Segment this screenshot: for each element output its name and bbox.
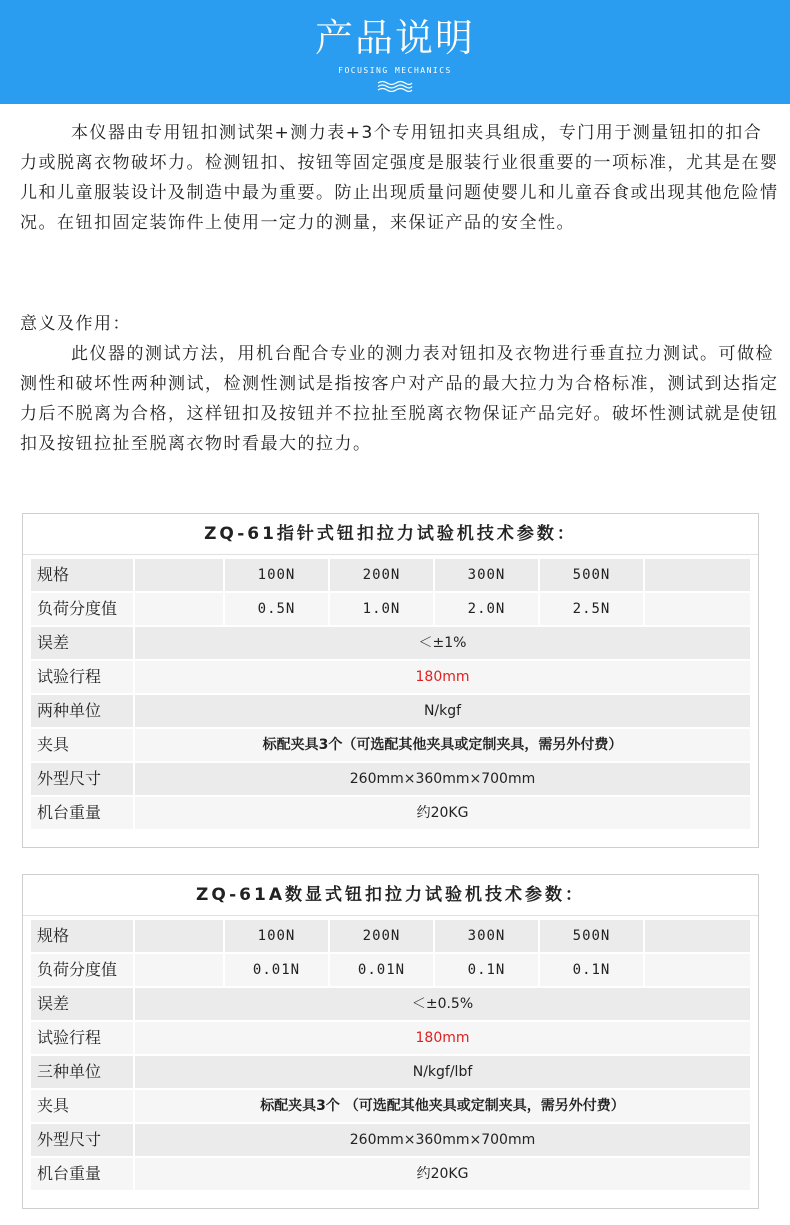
fixture-value: 标配夹具3个（可选配其他夹具或定制夹具，需另外付费） [135, 729, 750, 761]
size-value: 260mm×360mm×700mm [135, 1124, 750, 1156]
table-row-stroke [31, 661, 750, 693]
blank-cell [645, 954, 750, 986]
row-label: 机台重量 [31, 1158, 133, 1190]
row-label: 误差 [31, 988, 133, 1020]
division-value: 2.0N [435, 593, 538, 625]
wave-icon [377, 80, 413, 92]
row-label: 误差 [31, 627, 133, 659]
division-value: 2.5N [540, 593, 643, 625]
row-label: 规格 [31, 920, 133, 952]
purpose-section [20, 339, 780, 459]
row-label: 外型尺寸 [31, 763, 133, 795]
spec-table-zq61a [22, 874, 759, 1209]
row-label: 三种单位 [31, 1056, 133, 1088]
units-value: N/kgf [135, 695, 750, 727]
blank-cell [135, 559, 223, 591]
stroke-value: 180mm [135, 661, 750, 693]
table-row-spec [31, 559, 750, 591]
error-value: ＜±1% [135, 627, 750, 659]
stroke-value: 180mm [135, 1022, 750, 1054]
table-title: ZQ-61A数显式钮扣拉力试验机技术参数： [23, 875, 758, 916]
spec-value: 100N [225, 920, 328, 952]
purpose-heading: 意义及作用： [20, 314, 131, 334]
size-value: 260mm×360mm×700mm [135, 763, 750, 795]
table-row-fixture [31, 1090, 750, 1122]
spec-value: 300N [435, 559, 538, 591]
blank-cell [645, 593, 750, 625]
fixture-value: 标配夹具3个 （可选配其他夹具或定制夹具，需另外付费） [135, 1090, 750, 1122]
spec-table-zq61 [22, 513, 759, 848]
spec-value: 200N [330, 559, 433, 591]
row-label: 夹具 [31, 1090, 133, 1122]
units-value: N/kgf/lbf [135, 1056, 750, 1088]
table-row-division [31, 593, 750, 625]
row-label: 夹具 [31, 729, 133, 761]
table-title: ZQ-61指针式钮扣拉力试验机技术参数： [23, 514, 758, 555]
row-label: 试验行程 [31, 1022, 133, 1054]
intro-section [20, 118, 780, 238]
division-value: 0.01N [225, 954, 328, 986]
blank-cell [135, 954, 223, 986]
division-value: 0.1N [435, 954, 538, 986]
table-row-spec [31, 920, 750, 952]
table-row-error [31, 988, 750, 1020]
spec-value: 500N [540, 920, 643, 952]
error-value: ＜±0.5% [135, 988, 750, 1020]
weight-value: 约20KG [135, 1158, 750, 1190]
blank-cell [645, 559, 750, 591]
row-label: 外型尺寸 [31, 1124, 133, 1156]
blank-cell [135, 920, 223, 952]
table-row-error [31, 627, 750, 659]
row-label: 规格 [31, 559, 133, 591]
page-subtitle: FOCUSING MECHANICS [338, 66, 452, 75]
spec-value: 100N [225, 559, 328, 591]
division-value: 0.01N [330, 954, 433, 986]
blank-cell [135, 593, 223, 625]
page-title: 产品说明 [314, 16, 475, 60]
blank-cell [645, 920, 750, 952]
weight-value: 约20KG [135, 797, 750, 829]
spec-value: 300N [435, 920, 538, 952]
table-row-fixture [31, 729, 750, 761]
row-label: 机台重量 [31, 797, 133, 829]
purpose-paragraph: 此仪器的测试方法，用机台配合专业的测力表对钮扣及衣物进行垂直拉力测试。可做检测性和破坏性两种测试，检测性测试是指按客户对产品的最大拉力为合格标准，测试到达指定力后不脱离为合格，这样钮扣及按钮并不拉扯至脱离衣物保证产品完好。破坏性测试就是使钮扣及按钮拉扯至脱离衣物时看最大的拉力。 [20, 344, 779, 454]
spec-value: 200N [330, 920, 433, 952]
row-label: 两种单位 [31, 695, 133, 727]
header-banner [0, 0, 790, 104]
row-label: 试验行程 [31, 661, 133, 693]
intro-paragraph: 本仪器由专用钮扣测试架+测力表+3个专用钮扣夹具组成，专门用于测量钮扣的扣合力或脱离衣物破坏力。检测钮扣、按钮等固定强度是服装行业很重要的一项标准，尤其是在婴儿和儿童服装设计及制造中最为重要。防止出现质量问题使婴儿和儿童吞食或出现其他危险情况。在钮扣固定装饰件上使用一定力的测量，来保证产品的安全性。 [20, 123, 779, 233]
table-row-units [31, 695, 750, 727]
division-value: 1.0N [330, 593, 433, 625]
table-row-division [31, 954, 750, 986]
division-value: 0.5N [225, 593, 328, 625]
spec-value: 500N [540, 559, 643, 591]
row-label: 负荷分度值 [31, 593, 133, 625]
table-row-size [31, 763, 750, 795]
table-row-stroke [31, 1022, 750, 1054]
division-value: 0.1N [540, 954, 643, 986]
row-label: 负荷分度值 [31, 954, 133, 986]
table-row-weight [31, 797, 750, 829]
table-row-size [31, 1124, 750, 1156]
table-row-units [31, 1056, 750, 1088]
table-row-weight [31, 1158, 750, 1190]
